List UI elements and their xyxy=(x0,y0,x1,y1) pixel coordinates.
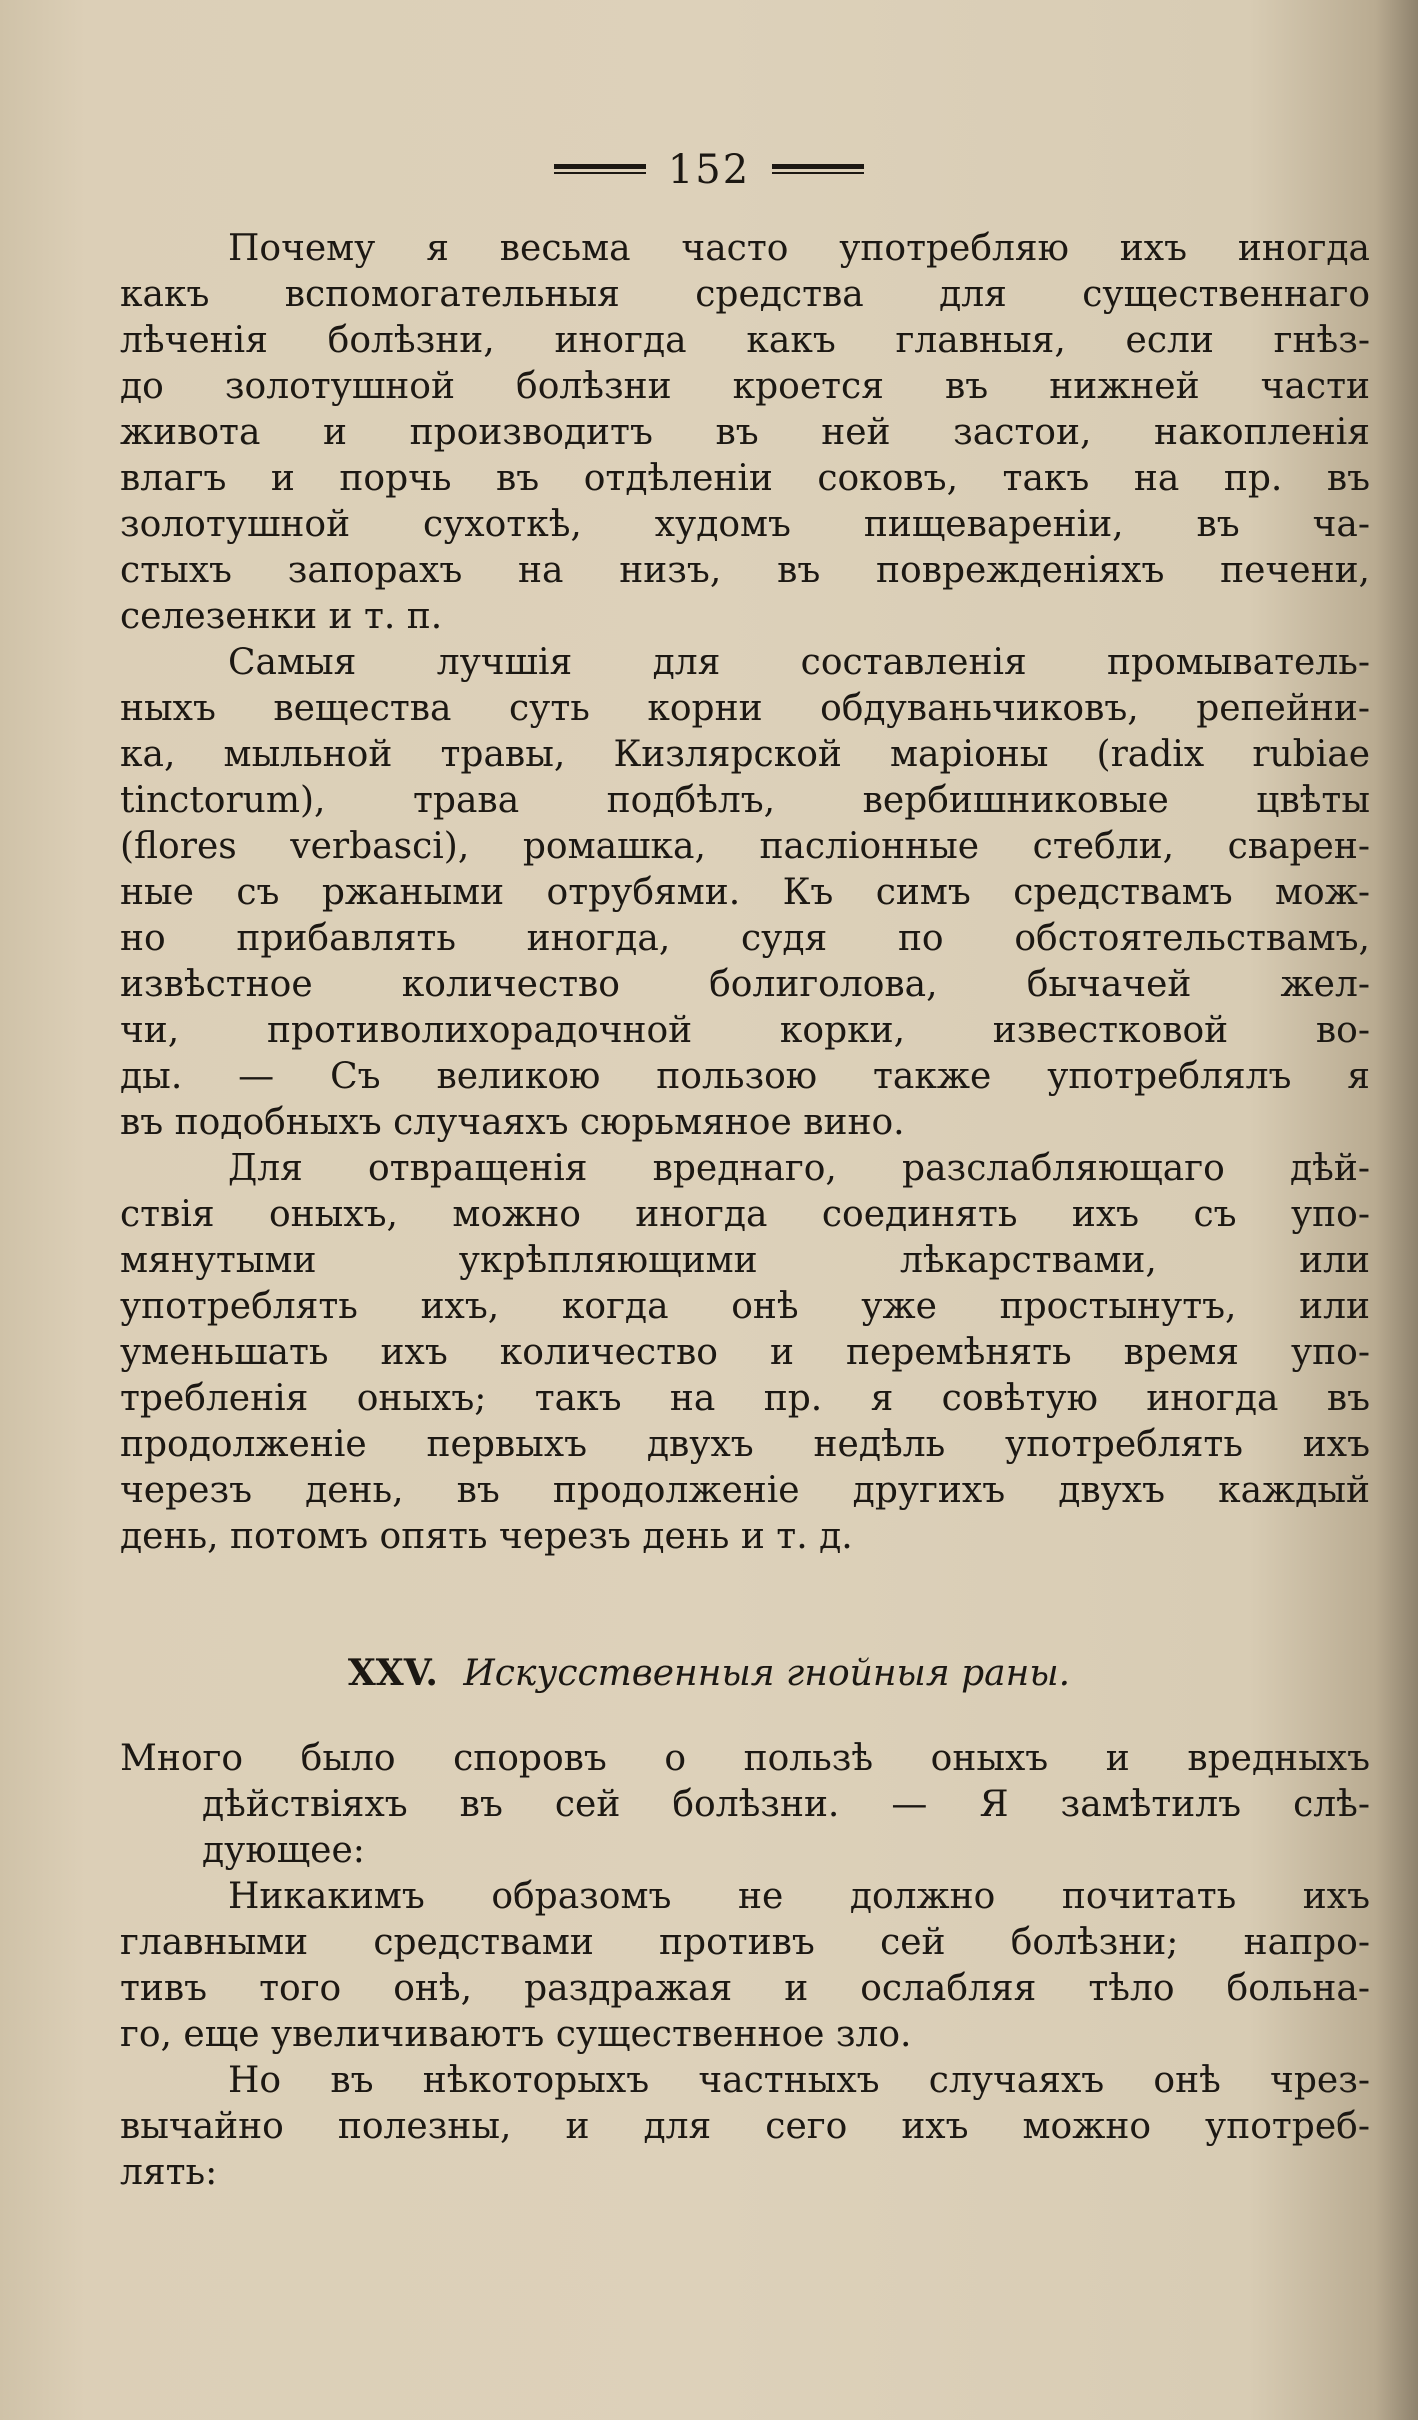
text-line: чи, противолихорадочной корки, известковой во- xyxy=(120,1010,1370,1051)
text-line: живота и производитъ въ ней застои, накопленія xyxy=(120,412,1370,453)
text-line: черезъ день, въ продолженіе другихъ двухъ каждый xyxy=(120,1470,1370,1511)
text-line: Никакимъ образомъ не должно почитать ихъ xyxy=(228,1876,1370,1917)
text-line: ствія оныхъ, можно иногда соединять ихъ съ упо- xyxy=(120,1194,1370,1235)
text-line: дующее: xyxy=(202,1830,365,1871)
text-line: требленія оныхъ; такъ на пр. я совѣтую иногда въ xyxy=(120,1378,1370,1419)
section-number: XXV. xyxy=(347,1652,438,1694)
text-line: тивъ того онѣ, раздражая и ослабляя тѣло больна- xyxy=(120,1968,1370,2009)
text-line: tinctorum), трава подбѣлъ, вербишниковые цвѣты xyxy=(120,780,1370,821)
text-line: дѣйствіяхъ въ сей болѣзни. — Я замѣтилъ слѣ- xyxy=(202,1784,1370,1825)
text-line: влагъ и порчь въ отдѣленіи соковъ, такъ на пр. въ xyxy=(120,458,1370,499)
page-header xyxy=(0,140,1418,200)
page-number: 152 xyxy=(667,147,751,193)
text-line: Самыя лучшія для составленія промыватель- xyxy=(228,642,1370,683)
text-line: ды. — Съ великою пользою также употреблялъ я xyxy=(120,1056,1370,1097)
text-line: въ подобныхъ случаяхъ сюрьмяное вино. xyxy=(120,1102,905,1143)
text-line: Но въ нѣкоторыхъ частныхъ случаяхъ онѣ чрез- xyxy=(228,2060,1370,2101)
text-line: употреблять ихъ, когда онѣ уже простынутъ, или xyxy=(120,1286,1370,1327)
text-line: извѣстное количество болиголова, бычачей жел- xyxy=(120,964,1370,1005)
text-line: день, потомъ опять черезъ день и т. д. xyxy=(120,1516,853,1557)
text-line: стыхъ запорахъ на низъ, въ поврежденіяхъ печени, xyxy=(120,550,1370,591)
text-line: главными средствами противъ сей болѣзни; напро- xyxy=(120,1922,1370,1963)
text-line: ные съ ржаными отрубями. Къ симъ средствамъ мож- xyxy=(120,872,1370,913)
text-line: вычайно полезны, и для сего ихъ можно употреб- xyxy=(120,2106,1370,2147)
text-line: мянутыми укрѣпляющими лѣкарствами, или xyxy=(120,1240,1370,1281)
text-line: лять: xyxy=(120,2152,218,2193)
text-line: золотушной сухоткѣ, худомъ пищевареніи, въ ча- xyxy=(120,504,1370,545)
text-line: Много было споровъ о пользѣ оныхъ и вредныхъ xyxy=(120,1738,1370,1779)
text-line: какъ вспомогательныя средства для существеннаго xyxy=(120,274,1370,315)
text-line: продолженіе первыхъ двухъ недѣль употреблять ихъ xyxy=(120,1424,1370,1465)
section-heading xyxy=(0,1648,1418,1698)
text-line: но прибавлять иногда, судя по обстоятельствамъ, xyxy=(120,918,1370,959)
text-line: лѣченія болѣзни, иногда какъ главныя, если гнѣз- xyxy=(120,320,1370,361)
header-rule-left xyxy=(554,163,646,177)
header-rule-right xyxy=(772,163,864,177)
text-line: го, еще увеличиваютъ существенное зло. xyxy=(120,2014,912,2055)
body-text-block-1 xyxy=(120,226,1370,1560)
section-title: Искусственныя гнойныя раны. xyxy=(463,1653,1071,1694)
text-line: ныхъ вещества суть корни обдуваньчиковъ, репейни- xyxy=(120,688,1370,729)
text-line: уменьшать ихъ количество и перемѣнять время упо- xyxy=(120,1332,1370,1373)
text-line: селезенки и т. п. xyxy=(120,596,443,637)
text-line: Почему я весьма часто употребляю ихъ иногда xyxy=(228,228,1370,269)
text-line: ка, мыльной травы, Кизлярской маріоны (radix rubiae xyxy=(120,734,1370,775)
text-line: Для отвращенія вреднаго, разслабляющаго дѣй- xyxy=(228,1148,1370,1189)
text-line: до золотушной болѣзни кроется въ нижней части xyxy=(120,366,1370,407)
body-text-block-2 xyxy=(120,1736,1370,2196)
text-line: (flores verbasci), ромашка, пасліонные стебли, сварен- xyxy=(120,826,1370,867)
